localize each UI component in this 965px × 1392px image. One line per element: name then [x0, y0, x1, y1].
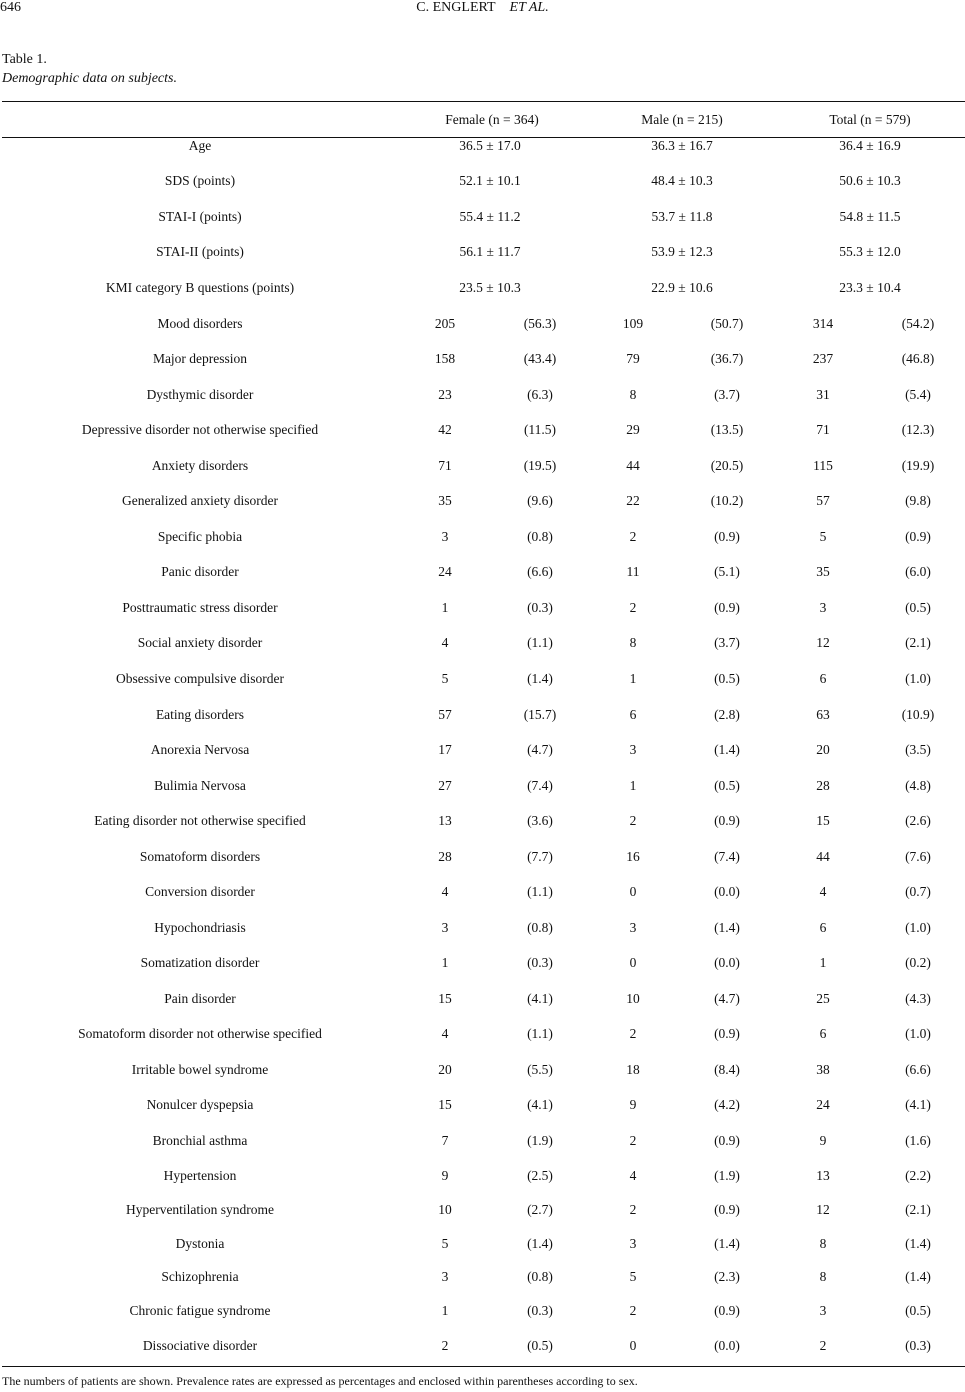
- male-count: 10: [626, 991, 640, 1006]
- female-percent: (56.3): [523, 316, 557, 331]
- total-count: 8: [819, 1269, 827, 1284]
- male-percent: (2.8): [714, 707, 740, 722]
- female-count: 2: [441, 1338, 449, 1353]
- row-label: Bronchial asthma: [152, 1133, 248, 1148]
- row-label: Bulimia Nervosa: [154, 778, 246, 793]
- row-label: STAI-II (points): [156, 244, 244, 259]
- table-row: [0, 1026, 965, 1046]
- female-value: 55.4 ± 11.2: [459, 209, 521, 224]
- table-caption: Demographic data on subjects.: [2, 71, 177, 86]
- total-percent: (0.7): [905, 884, 931, 899]
- female-count: 17: [438, 742, 452, 757]
- female-percent: (0.3): [527, 600, 553, 615]
- female-count: 4: [441, 884, 449, 899]
- male-count: 0: [629, 955, 637, 970]
- female-percent: (11.5): [523, 422, 557, 437]
- total-count: 12: [816, 1202, 830, 1217]
- male-count: 29: [626, 422, 640, 437]
- female-count: 20: [438, 1062, 452, 1077]
- total-percent: (2.1): [905, 1202, 931, 1217]
- female-count: 1: [441, 1303, 449, 1318]
- total-percent: (1.4): [905, 1236, 931, 1251]
- female-percent: (6.3): [527, 387, 553, 402]
- total-percent: (2.6): [905, 813, 931, 828]
- female-value: 23.5 ± 10.3: [459, 280, 521, 295]
- male-percent: (4.7): [714, 991, 740, 1006]
- male-percent: (1.4): [714, 742, 740, 757]
- table-row: [0, 1269, 965, 1289]
- female-percent: (0.3): [527, 1303, 553, 1318]
- authors: C. ENGLERT: [416, 0, 496, 15]
- table-row: [0, 778, 965, 798]
- total-count: 2: [819, 1338, 827, 1353]
- male-percent: (0.9): [714, 600, 740, 615]
- table-label: Table 1.: [2, 52, 47, 67]
- male-count: 0: [629, 1338, 637, 1353]
- total-percent: (6.6): [905, 1062, 931, 1077]
- male-percent: (1.4): [714, 920, 740, 935]
- row-label: Somatoform disorder not otherwise specified: [78, 1026, 322, 1041]
- male-count: 2: [629, 1303, 637, 1318]
- male-value: 48.4 ± 10.3: [651, 173, 713, 188]
- row-label: SDS (points): [164, 173, 236, 188]
- female-percent: (4.7): [527, 742, 553, 757]
- table-row: [0, 244, 965, 264]
- female-value: 56.1 ± 11.7: [459, 244, 521, 259]
- total-value: 50.6 ± 10.3: [839, 173, 901, 188]
- female-percent: (0.5): [527, 1338, 553, 1353]
- female-count: 35: [438, 493, 452, 508]
- total-count: 24: [816, 1097, 830, 1112]
- table-row: [0, 849, 965, 869]
- total-value: 54.8 ± 11.5: [839, 209, 901, 224]
- female-percent: (7.4): [527, 778, 553, 793]
- male-percent: (1.4): [714, 1236, 740, 1251]
- female-count: 5: [441, 1236, 449, 1251]
- table-row: [0, 1062, 965, 1082]
- male-count: 2: [629, 1202, 637, 1217]
- female-count: 15: [438, 1097, 452, 1112]
- total-count: 28: [816, 778, 830, 793]
- female-percent: (0.8): [527, 1269, 553, 1284]
- female-count: 28: [438, 849, 452, 864]
- total-percent: (5.4): [905, 387, 931, 402]
- male-count: 6: [629, 707, 637, 722]
- male-percent: (1.9): [714, 1168, 740, 1183]
- male-value: 22.9 ± 10.6: [651, 280, 713, 295]
- total-count: 9: [819, 1133, 827, 1148]
- male-percent: (0.0): [714, 884, 740, 899]
- female-count: 13: [438, 813, 452, 828]
- row-label: Anxiety disorders: [151, 458, 249, 473]
- male-percent: (0.9): [714, 1202, 740, 1217]
- total-percent: (1.6): [905, 1133, 931, 1148]
- female-percent: (4.1): [527, 991, 553, 1006]
- table-row: [0, 1168, 965, 1188]
- table-row: [0, 280, 965, 300]
- row-label: Generalized anxiety disorder: [122, 493, 278, 508]
- male-percent: (3.7): [714, 387, 740, 402]
- table-top-rule: [2, 101, 965, 102]
- female-count: 3: [441, 920, 449, 935]
- total-count: 1: [819, 955, 827, 970]
- total-count: 4: [819, 884, 827, 899]
- total-percent: (0.3): [905, 1338, 931, 1353]
- male-count: 2: [629, 1026, 637, 1041]
- total-count: 8: [819, 1236, 827, 1251]
- male-percent: (0.5): [714, 671, 740, 686]
- row-label: Pain disorder: [164, 991, 236, 1006]
- table-row: [0, 529, 965, 549]
- female-percent: (2.5): [527, 1168, 553, 1183]
- table-row: [0, 742, 965, 762]
- row-label: Hypochondriasis: [154, 920, 246, 935]
- table-row: [0, 351, 965, 371]
- total-count: 5: [819, 529, 827, 544]
- total-count: 6: [819, 920, 827, 935]
- row-label: Age: [188, 138, 212, 153]
- total-percent: (4.1): [905, 1097, 931, 1112]
- total-percent: (0.5): [905, 600, 931, 615]
- male-count: 2: [629, 600, 637, 615]
- table-row: [0, 1236, 965, 1256]
- row-label: Somatization disorder: [140, 955, 260, 970]
- male-percent: (36.7): [710, 351, 744, 366]
- author-line: [0, 0, 965, 16]
- table-row: [0, 600, 965, 620]
- table-row: [0, 707, 965, 727]
- total-count: 25: [816, 991, 830, 1006]
- row-label: Dysthymic disorder: [146, 387, 254, 402]
- row-label: Eating disorder not otherwise specified: [94, 813, 306, 828]
- total-percent: (10.9): [901, 707, 935, 722]
- table-row: [0, 1097, 965, 1117]
- female-count: 57: [438, 707, 452, 722]
- table-row: [0, 1133, 965, 1153]
- row-label: Anorexia Nervosa: [150, 742, 250, 757]
- female-count: 205: [434, 316, 456, 331]
- male-percent: (7.4): [714, 849, 740, 864]
- et-al: ET AL.: [509, 0, 549, 15]
- total-percent: (0.2): [905, 955, 931, 970]
- total-count: 57: [816, 493, 830, 508]
- total-count: 237: [812, 351, 834, 366]
- row-label: Dissociative disorder: [142, 1338, 258, 1353]
- table-row: [0, 493, 965, 513]
- total-percent: (19.9): [901, 458, 935, 473]
- male-percent: (0.9): [714, 1133, 740, 1148]
- male-count: 5: [629, 1269, 637, 1284]
- total-percent: (1.0): [905, 671, 931, 686]
- row-label: Nonulcer dyspepsia: [146, 1097, 254, 1112]
- female-percent: (43.4): [523, 351, 557, 366]
- female-percent: (4.1): [527, 1097, 553, 1112]
- table-row: [0, 991, 965, 1011]
- table-row: [0, 209, 965, 229]
- total-percent: (9.8): [905, 493, 931, 508]
- female-count: 42: [438, 422, 452, 437]
- row-label: Hypertension: [163, 1168, 237, 1183]
- male-count: 1: [629, 778, 637, 793]
- male-percent: (0.0): [714, 1338, 740, 1353]
- male-count: 8: [629, 387, 637, 402]
- male-percent: (8.4): [714, 1062, 740, 1077]
- male-count: 2: [629, 529, 637, 544]
- total-count: 31: [816, 387, 830, 402]
- female-percent: (6.6): [527, 564, 553, 579]
- total-count: 35: [816, 564, 830, 579]
- total-percent: (46.8): [901, 351, 935, 366]
- row-label: Schizophrenia: [161, 1269, 239, 1284]
- male-percent: (20.5): [710, 458, 744, 473]
- row-label: Conversion disorder: [145, 884, 255, 899]
- female-percent: (1.1): [527, 884, 553, 899]
- header-female: Female (n = 364): [445, 112, 539, 127]
- total-count: 6: [819, 1026, 827, 1041]
- table-row: [0, 422, 965, 442]
- total-percent: (1.0): [905, 920, 931, 935]
- male-count: 2: [629, 813, 637, 828]
- table-row: [0, 1303, 965, 1323]
- table-row: [0, 955, 965, 975]
- table-row: [0, 173, 965, 193]
- male-percent: (5.1): [714, 564, 740, 579]
- male-percent: (50.7): [710, 316, 744, 331]
- table-footnote: The numbers of patients are shown. Prevalence rates are expressed as percentages and enclosed within parentheses according to sex.: [2, 1374, 638, 1388]
- female-count: 10: [438, 1202, 452, 1217]
- female-count: 4: [441, 635, 449, 650]
- table-row: [0, 138, 965, 158]
- female-count: 71: [438, 458, 452, 473]
- male-count: 1: [629, 671, 637, 686]
- table-row: [0, 1338, 965, 1358]
- total-count: 314: [812, 316, 834, 331]
- female-value: 52.1 ± 10.1: [459, 173, 521, 188]
- row-label: Depressive disorder not otherwise specified: [81, 422, 319, 437]
- female-count: 3: [441, 529, 449, 544]
- male-percent: (0.5): [714, 778, 740, 793]
- total-percent: (4.3): [905, 991, 931, 1006]
- table-row: [0, 813, 965, 833]
- row-label: Specific phobia: [157, 529, 243, 544]
- row-label: STAI-I (points): [158, 209, 242, 224]
- table-row: [0, 671, 965, 691]
- table-bottom-rule: [2, 1366, 965, 1367]
- header-male: Male (n = 215): [641, 112, 723, 127]
- total-percent: (4.8): [905, 778, 931, 793]
- total-value: 23.3 ± 10.4: [839, 280, 901, 295]
- male-count: 18: [626, 1062, 640, 1077]
- male-value: 53.9 ± 12.3: [651, 244, 713, 259]
- male-percent: (0.9): [714, 1303, 740, 1318]
- table-header-row: [0, 112, 965, 132]
- running-head: [0, 0, 965, 20]
- male-percent: (13.5): [710, 422, 744, 437]
- male-percent: (10.2): [710, 493, 744, 508]
- total-count: 15: [816, 813, 830, 828]
- row-label: Panic disorder: [161, 564, 239, 579]
- female-percent: (0.8): [527, 920, 553, 935]
- table-row: [0, 458, 965, 478]
- row-label: Hyperventilation syndrome: [125, 1202, 275, 1217]
- female-count: 27: [438, 778, 452, 793]
- male-percent: (0.9): [714, 813, 740, 828]
- male-count: 22: [626, 493, 640, 508]
- female-count: 24: [438, 564, 452, 579]
- total-percent: (1.0): [905, 1026, 931, 1041]
- total-value: 55.3 ± 12.0: [839, 244, 901, 259]
- female-percent: (3.6): [527, 813, 553, 828]
- table-row: [0, 1202, 965, 1222]
- female-count: 15: [438, 991, 452, 1006]
- male-count: 11: [626, 564, 640, 579]
- row-label: KMI category B questions (points): [105, 280, 295, 295]
- row-label: Chronic fatigue syndrome: [129, 1303, 271, 1318]
- total-percent: (1.4): [905, 1269, 931, 1284]
- male-value: 36.3 ± 16.7: [651, 138, 713, 153]
- female-count: 4: [441, 1026, 449, 1041]
- male-count: 9: [629, 1097, 637, 1112]
- male-percent: (0.9): [714, 1026, 740, 1041]
- page-number: 646: [0, 0, 21, 15]
- male-percent: (0.9): [714, 529, 740, 544]
- female-percent: (0.8): [527, 529, 553, 544]
- male-percent: (3.7): [714, 635, 740, 650]
- total-percent: (3.5): [905, 742, 931, 757]
- table-row: [0, 316, 965, 336]
- female-percent: (1.4): [527, 671, 553, 686]
- row-label: Dystonia: [175, 1236, 225, 1251]
- female-percent: (1.4): [527, 1236, 553, 1251]
- male-count: 16: [626, 849, 640, 864]
- male-count: 79: [626, 351, 640, 366]
- total-value: 36.4 ± 16.9: [839, 138, 901, 153]
- total-percent: (0.9): [905, 529, 931, 544]
- female-count: 9: [441, 1168, 449, 1183]
- row-label: Irritable bowel syndrome: [131, 1062, 269, 1077]
- female-count: 7: [441, 1133, 449, 1148]
- total-percent: (2.2): [905, 1168, 931, 1183]
- row-label: Obsessive compulsive disorder: [116, 671, 284, 686]
- total-percent: (54.2): [901, 316, 935, 331]
- female-percent: (15.7): [523, 707, 557, 722]
- total-percent: (2.1): [905, 635, 931, 650]
- female-percent: (1.1): [527, 635, 553, 650]
- row-label: Social anxiety disorder: [137, 635, 263, 650]
- male-percent: (0.0): [714, 955, 740, 970]
- table-row: [0, 564, 965, 584]
- male-value: 53.7 ± 11.8: [651, 209, 713, 224]
- row-label: Posttraumatic stress disorder: [122, 600, 278, 615]
- total-count: 38: [816, 1062, 830, 1077]
- table-row: [0, 884, 965, 904]
- total-count: 71: [816, 422, 830, 437]
- total-percent: (6.0): [905, 564, 931, 579]
- male-count: 4: [629, 1168, 637, 1183]
- female-percent: (19.5): [523, 458, 557, 473]
- female-count: 23: [438, 387, 452, 402]
- female-value: 36.5 ± 17.0: [459, 138, 521, 153]
- female-count: 5: [441, 671, 449, 686]
- total-count: 6: [819, 671, 827, 686]
- female-percent: (1.1): [527, 1026, 553, 1041]
- male-count: 2: [629, 1133, 637, 1148]
- header-total: Total (n = 579): [829, 112, 911, 127]
- total-count: 3: [819, 1303, 827, 1318]
- total-count: 115: [813, 458, 833, 473]
- male-percent: (2.3): [714, 1269, 740, 1284]
- male-count: 8: [629, 635, 637, 650]
- total-count: 44: [816, 849, 830, 864]
- row-label: Major depression: [152, 351, 248, 366]
- total-percent: (0.5): [905, 1303, 931, 1318]
- table-row: [0, 387, 965, 407]
- total-count: 20: [816, 742, 830, 757]
- total-count: 63: [816, 707, 830, 722]
- total-percent: (12.3): [901, 422, 935, 437]
- row-label: Eating disorders: [155, 707, 245, 722]
- female-count: 1: [441, 955, 449, 970]
- male-count: 3: [629, 742, 637, 757]
- table-row: [0, 920, 965, 940]
- total-count: 13: [816, 1168, 830, 1183]
- male-count: 109: [622, 316, 644, 331]
- female-percent: (2.7): [527, 1202, 553, 1217]
- male-percent: (4.2): [714, 1097, 740, 1112]
- female-count: 3: [441, 1269, 449, 1284]
- male-count: 44: [626, 458, 640, 473]
- female-percent: (1.9): [527, 1133, 553, 1148]
- female-count: 1: [441, 600, 449, 615]
- total-count: 3: [819, 600, 827, 615]
- total-percent: (7.6): [905, 849, 931, 864]
- female-percent: (0.3): [527, 955, 553, 970]
- female-percent: (9.6): [527, 493, 553, 508]
- female-count: 158: [434, 351, 456, 366]
- row-label: Mood disorders: [157, 316, 243, 331]
- male-count: 3: [629, 920, 637, 935]
- row-label: Somatoform disorders: [139, 849, 261, 864]
- female-percent: (7.7): [527, 849, 553, 864]
- male-count: 3: [629, 1236, 637, 1251]
- male-count: 0: [629, 884, 637, 899]
- total-count: 12: [816, 635, 830, 650]
- table-row: [0, 635, 965, 655]
- female-percent: (5.5): [527, 1062, 553, 1077]
